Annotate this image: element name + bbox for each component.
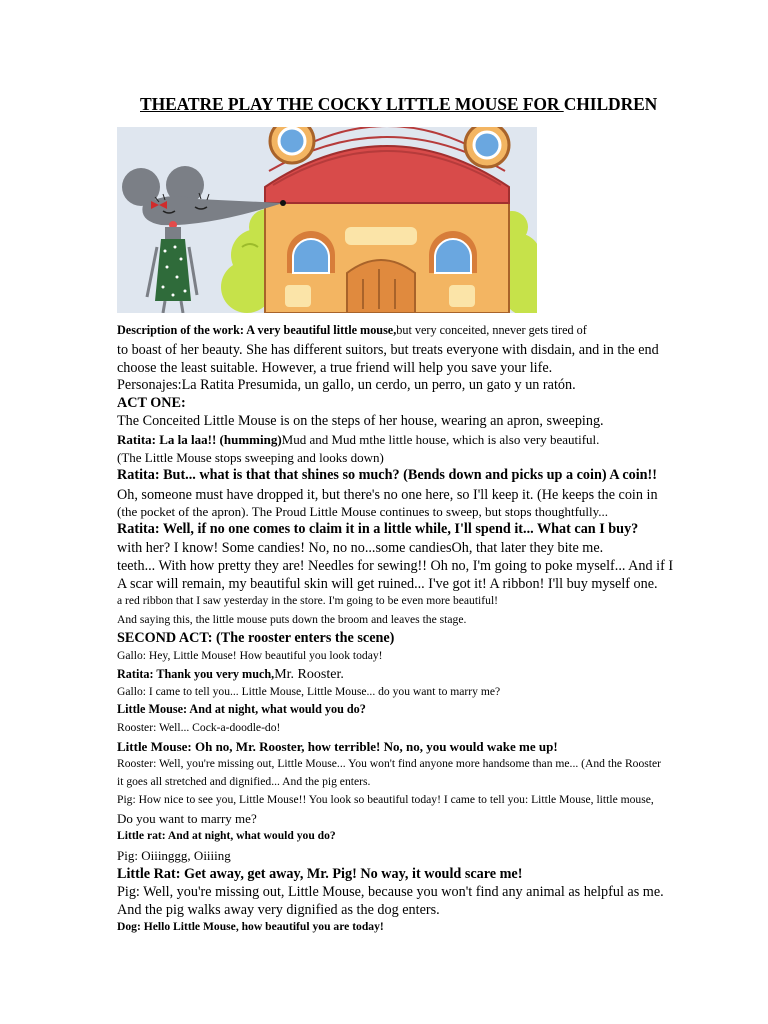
line-text-part: And saying this, the little mouse puts down the broom and leaves the stage.	[117, 613, 467, 626]
script-line	[117, 576, 658, 593]
script-line	[117, 521, 638, 538]
line-text-part: Mud and Mud mthe little house, which is also very beautiful.	[281, 432, 600, 447]
script-line	[117, 866, 522, 883]
line-bold-part: Ratita: Thank you very much,	[117, 667, 275, 681]
script-line	[117, 702, 366, 717]
line-text-part: but very conceited, nnever gets tired of	[396, 323, 587, 337]
line-text-part: (the pocket of the apron). The Proud Little Mouse continues to sweep, but stops thoughtfully...	[117, 504, 609, 519]
script-line	[117, 342, 659, 359]
script-line	[117, 757, 661, 770]
script-line	[117, 775, 370, 788]
line-bold-part: Little Mouse: Oh no, Mr. Rooster, how terrible! No, no, you would wake me up!	[117, 739, 558, 754]
script-line	[117, 811, 257, 827]
line-text-part: (The Little Mouse stops sweeping and looks down)	[117, 450, 384, 465]
line-bold-part: SECOND ACT: (The rooster enters the scene)	[117, 630, 395, 646]
script-line	[117, 413, 604, 430]
script-line	[117, 848, 231, 864]
line-text-part: Pig: Well, you're missing out, Little Mouse, because you won't find any animal as helpful as me.	[117, 884, 664, 900]
line-bold-part: Ratita: But... what is that that shines so much? (Bends down and picks up a coin) A coin!!	[117, 467, 658, 483]
line-text-part: Oh, someone must have dropped it, but there's no one here, so I'll keep it. (He keeps the coin in	[117, 487, 658, 503]
line-bold-part: Little rat: And at night, what would you do?	[117, 829, 336, 842]
line-text-part: Rooster: Well... Cock-a-doodle-do!	[117, 721, 281, 734]
script-line	[117, 395, 186, 412]
line-bold-part: Ratita: Well, if no one comes to claim it in a little while, I'll spend it... What can I buy?	[117, 521, 639, 537]
title-rest: CHILDREN	[563, 94, 658, 114]
script-line	[117, 558, 673, 575]
script-line	[117, 829, 336, 842]
script-line	[117, 377, 576, 394]
line-text-part: Do you want to marry me?	[117, 811, 257, 826]
line-text-part: Mr. Rooster.	[274, 667, 344, 682]
script-line	[117, 504, 608, 520]
line-bold-part: Description of the work: A very beautiful little mouse,	[117, 323, 397, 337]
line-text-part: Gallo: I came to tell you... Little Mouse, Little Mouse... do you want to marry me?	[117, 685, 501, 698]
script-line	[117, 613, 466, 626]
script-line	[117, 920, 384, 933]
line-text-part: a red ribbon that I saw yesterday in the store. I'm going to be even more beautiful!	[117, 594, 499, 607]
script-line	[117, 685, 500, 698]
line-text-part: Rooster: Well, you're missing out, Little Mouse... You won't find anyone more handsome than me... (And the Rooster	[117, 757, 662, 770]
script-line	[117, 594, 498, 607]
script-line	[117, 360, 552, 377]
script-line	[117, 902, 440, 919]
house	[265, 127, 509, 313]
line-text-part: And the pig walks away very dignified as the dog enters.	[117, 902, 440, 918]
script-line	[117, 884, 664, 901]
script-line	[117, 649, 383, 662]
line-text-part: Pig: Oiiinggg, Oiiiing	[117, 848, 231, 863]
line-text-part: A scar will remain, my beautiful skin will get ruined... I've got it! A ribbon! I'll buy myself one.	[117, 576, 658, 592]
title-underlined: THEATRE PLAY THE COCKY LITTLE MOUSE FOR	[140, 94, 564, 114]
line-text-part: Personajes:La Ratita Presumida, un gallo, un cerdo, un perro, un gato y un ratón.	[117, 377, 576, 393]
line-text-part: to boast of her beauty. She has different suitors, but treats everyone with disdain, and in the end	[117, 342, 659, 358]
script-line	[117, 793, 654, 806]
script-line	[117, 450, 384, 466]
line-bold-part: Little Mouse: And at night, what would you do?	[117, 702, 366, 716]
line-text-part: with her? I know! Some candies! No, no no...some candiesOh, that later they bite me.	[117, 540, 604, 556]
line-bold-part: Ratita: La la laa!! (humming)	[117, 432, 282, 447]
line-text-part: The Conceited Little Mouse is on the steps of her house, wearing an apron, sweeping.	[117, 413, 604, 429]
line-bold-part: Little Rat: Get away, get away, Mr. Pig! No way, it would scare me!	[117, 866, 523, 882]
script-line	[117, 739, 558, 755]
script-line	[117, 667, 344, 683]
script-line	[117, 540, 603, 557]
line-bold-part: ACT ONE:	[117, 395, 186, 411]
line-text-part: it goes all stretched and dignified... And the pig enters.	[117, 775, 371, 788]
mouse-house-illustration	[117, 127, 537, 313]
line-text-part: Pig: How nice to see you, Little Mouse!! You look so beautiful today! I came to tell you: Little Mouse, little mouse,	[117, 793, 654, 806]
line-text-part: Gallo: Hey, Little Mouse! How beautiful you look today!	[117, 649, 383, 662]
line-text-part: teeth... With how pretty they are! Needles for sewing!! Oh no, I'm going to poke myself... And if I	[117, 558, 674, 574]
line-bold-part: Dog: Hello Little Mouse, how beautiful you are today!	[117, 920, 384, 933]
script-line	[117, 323, 587, 338]
script-line	[117, 467, 657, 484]
script-line	[117, 630, 394, 647]
script-line	[117, 487, 658, 504]
line-text-part: choose the least suitable. However, a true friend will help you save your life.	[117, 360, 553, 376]
script-line	[117, 721, 280, 734]
document-title	[140, 94, 760, 115]
script-line	[117, 432, 599, 448]
